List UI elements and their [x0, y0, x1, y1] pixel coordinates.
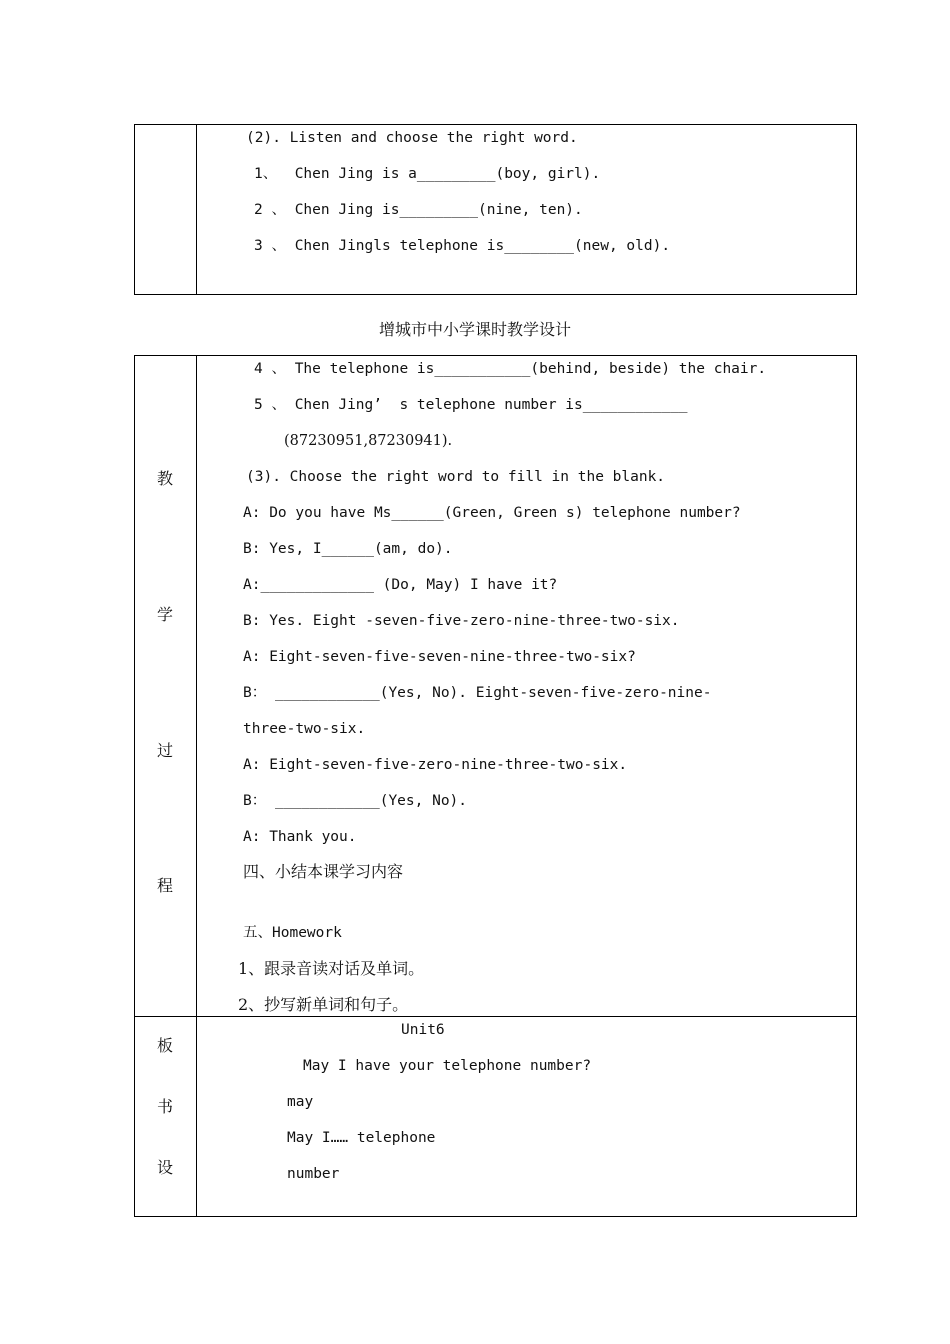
- side-label-char: 程: [156, 876, 173, 895]
- exercise-2-item-4: 4 、 The telephone is___________(behind, beside) the chair.: [254, 361, 767, 377]
- dialogue-line: three-two-six.: [243, 721, 366, 737]
- side-label-char: 设: [156, 1158, 173, 1177]
- blackboard-word: may: [287, 1094, 314, 1110]
- side-label-char: 教: [156, 469, 173, 488]
- page-title: 增城市中小学课时教学设计: [378, 320, 571, 339]
- side-label-char: 板: [156, 1036, 173, 1055]
- blackboard-unit: Unit6: [401, 1022, 445, 1038]
- dialogue-line: B： ____________(Yes, No).: [243, 793, 468, 809]
- side-label-char: 学: [156, 605, 173, 624]
- dialogue-line: B: Yes, I______(am, do).: [243, 541, 453, 557]
- side-label-char: 书: [156, 1097, 173, 1116]
- exercise-2-item-3: 3 、 Chen Jingls telephone is________(new, old).: [254, 238, 671, 254]
- table-column-divider: [196, 124, 197, 295]
- table-row-divider: [134, 1016, 857, 1017]
- blackboard-word: number: [287, 1166, 340, 1182]
- side-label-char: 过: [156, 741, 173, 760]
- dialogue-line: A:_____________ (Do, May) I have it?: [243, 577, 558, 593]
- homework-item-2: 2、抄写新单词和句子。: [238, 995, 409, 1014]
- blackboard-title: May I have your telephone number?: [303, 1058, 592, 1074]
- homework-heading: 五、Homework: [243, 925, 342, 941]
- summary-heading: 四、小结本课学习内容: [243, 862, 404, 881]
- exercise-2-item-1: 1、 Chen Jing is a_________(boy, girl).: [254, 166, 601, 182]
- homework-item-1: 1、跟录音读对话及单词。: [238, 959, 425, 978]
- exercise-3-heading: (3). Choose the right word to fill in the blank.: [246, 469, 666, 485]
- exercise-2-item-2: 2 、 Chen Jing is_________(nine, ten).: [254, 202, 583, 218]
- dialogue-line: A: Thank you.: [243, 829, 357, 845]
- exercise-2-heading: (2). Listen and choose the right word.: [246, 130, 578, 146]
- dialogue-line: A: Do you have Ms______(Green, Green s) telephone number?: [243, 505, 741, 521]
- exercise-2-item-5-options: (87230951,87230941).: [284, 433, 453, 449]
- blackboard-phrase: May I…… telephone: [287, 1130, 436, 1146]
- dialogue-line: B: Yes. Eight -seven-five-zero-nine-three-two-six.: [243, 613, 680, 629]
- exercise-2-item-5: 5 、 Chen Jing’ s telephone number is____________: [254, 397, 688, 413]
- dialogue-line: A: Eight-seven-five-seven-nine-three-two-six?: [243, 649, 636, 665]
- dialogue-line: B： ____________(Yes, No). Eight-seven-five-zero-nine-: [243, 685, 712, 701]
- table-column-divider: [196, 355, 197, 1217]
- dialogue-line: A: Eight-seven-five-zero-nine-three-two-six.: [243, 757, 628, 773]
